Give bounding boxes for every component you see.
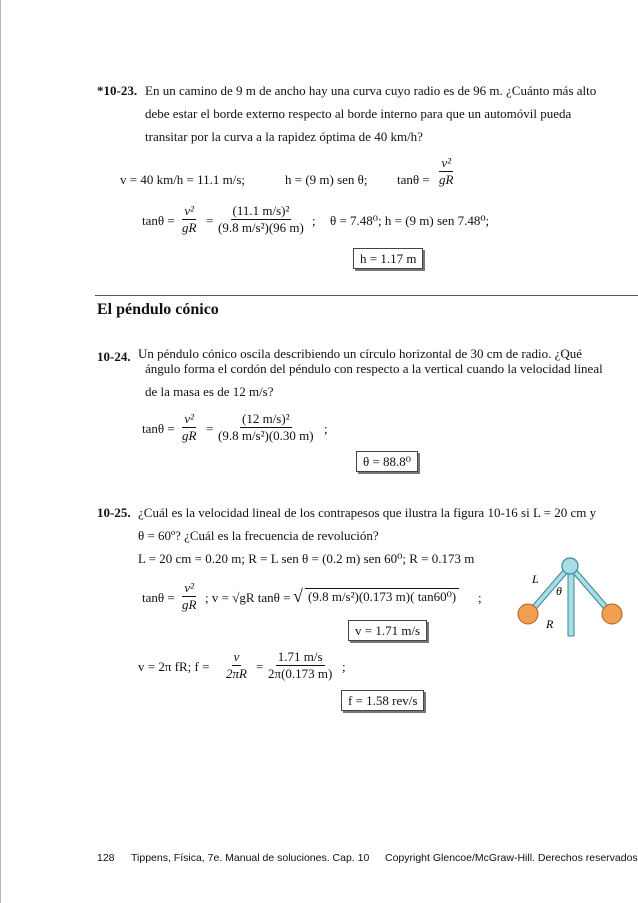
- pendulum-shaft: [568, 568, 574, 636]
- page-left-border: [0, 0, 1, 903]
- fraction-numerator: v²: [184, 203, 195, 218]
- fraction-numeric: [266, 650, 334, 681]
- equation-tan-lhs: tanθ =: [142, 590, 175, 605]
- semicolon: ;: [312, 213, 316, 228]
- problem-number-10-23: *10-23.: [97, 83, 138, 98]
- fraction-v2-gR: [180, 204, 198, 235]
- answer-box: θ = 88.8⁰: [356, 451, 418, 472]
- fraction-v2-gR: [180, 412, 198, 443]
- answer-box: h = 1.17 m: [353, 248, 423, 269]
- section-divider: [95, 295, 638, 296]
- fraction-denominator: gR: [182, 428, 197, 443]
- problem-text-line: de la masa es de 12 m/s?: [145, 384, 274, 399]
- fraction-numerator: (11.1 m/s)²: [232, 203, 290, 218]
- section-title: El péndulo cónico: [97, 301, 219, 318]
- fraction-numerator: v: [233, 649, 240, 664]
- problem-number-10-25: 10-25.: [97, 505, 131, 520]
- label-L: L: [532, 572, 539, 586]
- fraction-numerator: v²: [184, 411, 195, 426]
- fraction-v2-gR: [437, 156, 455, 187]
- answer-box: f = 1.58 rev/s: [341, 690, 424, 711]
- fraction-denominator: 2πR: [226, 666, 247, 681]
- label-R: R: [546, 617, 554, 631]
- fraction-denominator: (9.8 m/s²)(96 m): [218, 220, 304, 235]
- equals-sign: =: [256, 659, 264, 674]
- fraction-numerator: (12 m/s)²: [242, 411, 290, 426]
- equals-sign: =: [206, 213, 214, 228]
- equation-angle-result: θ = 7.48⁰; h = (9 m) sen 7.48⁰;: [330, 213, 490, 228]
- semicolon: ;: [478, 590, 482, 605]
- pendulum-hub: [562, 558, 578, 574]
- sqrt-sign: √: [293, 586, 303, 606]
- equation-speed: v = 40 km/h = 11.1 m/s;: [120, 172, 246, 187]
- fraction-denominator: gR: [439, 172, 454, 187]
- fraction-v2-gR: [180, 581, 198, 612]
- equation-tan-lhs: tanθ =: [397, 172, 430, 187]
- answer-box: v = 1.71 m/s: [348, 620, 427, 641]
- problem-text-line: debe estar el borde externo respecto al borde interno para que un automóvil pueda: [145, 106, 572, 121]
- fraction-denominator: gR: [182, 597, 197, 612]
- fraction-denominator: gR: [182, 220, 197, 235]
- fraction-numerator: v²: [441, 155, 452, 170]
- problem-text-line: ángulo forma el cordón del péndulo con respecto a la vertical cuando la velocidad lineal: [145, 361, 603, 376]
- semicolon: ;: [324, 421, 328, 436]
- conical-pendulum-figure: [510, 548, 630, 638]
- fraction-denominator: (9.8 m/s²)(0.30 m): [218, 428, 314, 443]
- problem-text-line: transitar por la curva a la rapidez óptima de 40 km/h?: [145, 129, 423, 144]
- equation-height: h = (9 m) sen θ;: [285, 172, 368, 187]
- counterweight-right: [602, 604, 622, 624]
- equation-frequency: v = 2π fR; f =: [138, 659, 210, 674]
- equation-length-radius: L = 20 cm = 0.20 m; R = L sen θ = (0.2 m) sen 60⁰; R = 0.173 m: [138, 551, 475, 566]
- footer-copyright: Copyright Glencoe/McGraw-Hill. Derechos reservados: [385, 852, 638, 864]
- problem-text-line: En un camino de 9 m de ancho hay una curva cuyo radio es de 96 m. ¿Cuánto más alto: [145, 83, 597, 98]
- equals-sign: =: [206, 421, 214, 436]
- label-theta: θ: [556, 584, 562, 598]
- fraction-denominator: 2π(0.173 m): [268, 666, 333, 681]
- sqrt-radicand: [305, 588, 459, 605]
- equation-tan-lhs: tanθ =: [142, 421, 175, 436]
- footer-book-title: Tippens, Física, 7e. Manual de soluciones. Cap. 10: [131, 852, 370, 864]
- fraction-numeric: [216, 204, 306, 235]
- equation-velocity-formula: ; v = √gR tanθ =: [205, 590, 291, 605]
- equation-tan-lhs: tanθ =: [142, 213, 175, 228]
- problem-text-line: Un péndulo cónico oscila describiendo un círculo horizontal de 30 cm de radio. ¿Qué: [138, 346, 583, 361]
- semicolon: ;: [342, 659, 346, 674]
- counterweight-left: [518, 604, 538, 624]
- problem-number-10-24: 10-24.: [97, 349, 131, 364]
- fraction-v-2piR: [224, 650, 249, 681]
- problem-text-line: θ = 60º? ¿Cuál es la frecuencia de revolución?: [138, 528, 379, 543]
- sqrt-expression: (9.8 m/s²)(0.173 m)( tan60⁰): [305, 588, 459, 604]
- problem-text-line: ¿Cuál es la velocidad lineal de los contrapesos que ilustra la figura 10-16 si L = 20 cm y: [138, 505, 597, 520]
- page-number: 128: [97, 852, 115, 864]
- fraction-numerator: 1.71 m/s: [277, 649, 323, 664]
- fraction-numerator: v²: [184, 580, 195, 595]
- fraction-numeric: [216, 412, 316, 443]
